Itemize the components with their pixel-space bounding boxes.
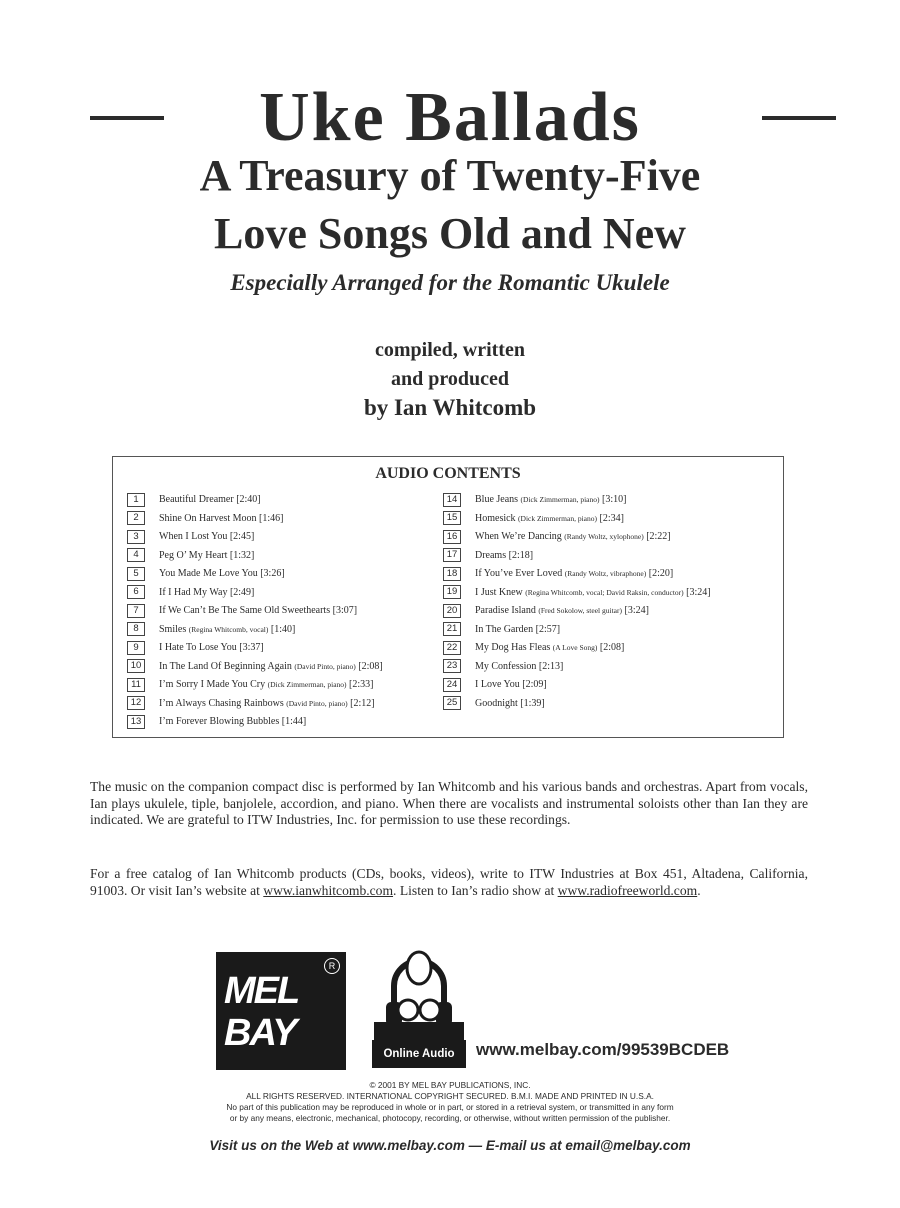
catalog-text-middle: . Listen to Ian’s radio show at <box>393 882 558 898</box>
track-time: [2:33] <box>349 679 374 690</box>
track-number: 10 <box>127 659 145 673</box>
online-audio-label: Online Audio <box>372 1040 466 1068</box>
audio-track <box>127 491 383 510</box>
track-number: 20 <box>443 604 461 618</box>
website-link[interactable]: www.ianwhitcomb.com <box>263 882 394 898</box>
track-number: 8 <box>127 622 145 636</box>
mel-bay-logo-line-1: MEL <box>224 970 299 1012</box>
audio-track <box>127 713 383 732</box>
audio-track <box>443 547 711 566</box>
track-time: [3:24] <box>624 605 649 616</box>
title-row <box>0 78 900 158</box>
track-title: Blue Jeans <box>475 494 519 505</box>
registered-mark-icon: R <box>324 958 340 974</box>
track-note: (Dick Zimmerman, piano) <box>518 513 597 523</box>
credit-byline: by Ian Whitcomb <box>363 395 537 420</box>
track-title: Smiles <box>159 623 187 635</box>
track-time: [2:20] <box>648 568 674 579</box>
credit-line-1: compiled, written <box>375 339 525 361</box>
track-title: Beautiful Dreamer <box>159 494 234 505</box>
audio-track <box>127 695 383 714</box>
track-title: In The Land Of Beginning Again <box>159 660 292 672</box>
track-title: Dreams <box>475 549 507 561</box>
radio-link[interactable]: www.radiofreeworld.com <box>557 882 698 898</box>
track-time: [2:12] <box>350 697 375 709</box>
headphones-icon <box>372 950 466 1040</box>
audio-list-right <box>443 491 711 713</box>
catalog-text: For a free catalog of Ian Whitcomb products (CDs, books, videos), write to ITW Industries at Box 451, Altadena, California, 91003. Or visit Ian’s website at <box>90 866 808 898</box>
catalog-text-end: . <box>697 882 701 898</box>
track-number: 7 <box>127 604 145 618</box>
track-time: [2:08] <box>358 660 383 672</box>
track-number: 3 <box>127 530 145 544</box>
track-title: Homesick <box>475 512 516 524</box>
credit-line-2: and produced <box>390 368 509 390</box>
track-number: 17 <box>443 548 461 562</box>
track-time: [3:37] <box>239 642 264 653</box>
track-title: I Hate To Lose You <box>159 642 237 653</box>
audio-track <box>127 639 383 658</box>
mel-bay-logo <box>216 952 346 1070</box>
audio-track <box>443 510 711 529</box>
audio-track <box>443 584 711 603</box>
visit-line: Visit us on the Web at www.melbay.com — E-mail us at email@melbay.com <box>209 1138 691 1153</box>
track-note: (Randy Woltz, xylophone) <box>564 532 644 541</box>
track-time: [2:45] <box>229 531 255 542</box>
track-note: (David Pinto, piano) <box>286 698 348 708</box>
audio-track <box>443 528 711 547</box>
track-number: 24 <box>443 678 461 692</box>
track-time: [1:32] <box>229 549 255 561</box>
track-number: 1 <box>127 493 145 507</box>
track-time: [1:40] <box>270 623 296 635</box>
audio-track <box>443 491 711 510</box>
audio-contents-title: AUDIO CONTENTS <box>375 465 521 482</box>
track-time: [2:34] <box>599 512 624 524</box>
copyright-line-1: © 2001 BY MEL BAY PUBLICATIONS, INC. <box>369 1080 531 1090</box>
track-title: I’m Forever Blowing Bubbles <box>159 716 280 727</box>
mel-bay-logo-line-2: BAY <box>224 1012 296 1054</box>
audio-track <box>127 528 383 547</box>
track-title: In The Garden <box>475 623 534 635</box>
audio-track <box>443 602 711 621</box>
track-time: [1:46] <box>259 512 284 524</box>
track-title: Paradise Island <box>475 605 536 616</box>
track-time: [2:18] <box>508 549 534 561</box>
performance-note: The music on the companion compact disc is performed by Ian Whitcomb and his various bands and orchestras. Apart from vocals, Ian plays ukulele, tiple, banjolele, accordion, and piano. When there are vocalists and instrumental soloists other than Ian they are indicated. We are grateful to ITW Industries, Inc. for permission to use these recordings. <box>90 779 808 827</box>
copyright-line-4: or by any means, electronic, mechanical, photocopy, recording, or otherwise, without written permission of the publisher. <box>229 1113 671 1123</box>
track-title: Peg O’ My Heart <box>159 549 228 561</box>
track-title: You Made Me Love You <box>159 568 258 579</box>
track-number: 6 <box>127 585 145 599</box>
track-time: [1:39] <box>520 697 545 709</box>
audio-track <box>127 565 383 584</box>
track-note: (Fred Sokolow, steel guitar) <box>538 606 622 615</box>
track-time: [3:07] <box>332 605 358 616</box>
audio-list-left <box>127 491 383 732</box>
track-title: I’m Sorry I Made You Cry <box>159 679 266 690</box>
track-title: My Dog Has Fleas <box>475 642 551 653</box>
track-time: [2:49] <box>229 586 255 598</box>
track-number: 14 <box>443 493 461 507</box>
track-number: 11 <box>127 678 145 692</box>
track-time: [2:57] <box>535 623 561 635</box>
audio-track <box>443 695 711 714</box>
audio-contents-box <box>112 456 784 738</box>
track-note: (A Love Song) <box>552 643 598 652</box>
track-number: 21 <box>443 622 461 636</box>
track-title: I’m Always Chasing Rainbows <box>159 697 284 709</box>
track-title: Goodnight <box>475 697 518 709</box>
audio-track <box>443 658 711 677</box>
audio-track <box>443 676 711 695</box>
track-title: I Love You <box>475 679 520 690</box>
track-note: (Dick Zimmerman, piano) <box>520 495 600 504</box>
track-title: I Just Knew <box>475 586 523 598</box>
subtitle-line-2: Love Songs Old and New <box>214 209 686 258</box>
track-note: (Regina Whitcomb, vocal; David Raksin, conductor) <box>525 587 684 597</box>
track-time: [3:26] <box>260 568 285 579</box>
track-time: [3:24] <box>686 586 711 598</box>
track-note: (Dick Zimmerman, piano) <box>267 680 347 689</box>
track-number: 12 <box>127 696 145 710</box>
audio-track <box>443 565 711 584</box>
track-title: If You’ve Ever Loved <box>475 568 563 579</box>
track-title: When I Lost You <box>159 531 228 542</box>
track-title: If We Can’t Be The Same Old Sweethearts <box>159 605 331 616</box>
track-number: 13 <box>127 715 145 729</box>
track-title: When We’re Dancing <box>475 531 562 542</box>
audio-track <box>127 584 383 603</box>
track-title: My Confession <box>475 660 537 672</box>
track-time: [2:08] <box>599 642 625 653</box>
audio-track <box>443 621 711 640</box>
track-number: 5 <box>127 567 145 581</box>
track-number: 15 <box>443 511 461 525</box>
audio-track <box>127 658 383 677</box>
track-number: 25 <box>443 696 461 710</box>
catalog-note <box>90 866 808 899</box>
audio-track <box>127 621 383 640</box>
copyright-line-2: ALL RIGHTS RESERVED. INTERNATIONAL COPYRIGHT SECURED. B.M.I. MADE AND PRINTED IN U.S.A. <box>246 1091 654 1101</box>
audio-track <box>443 639 711 658</box>
track-title: If I Had My Way <box>159 586 228 598</box>
track-number: 23 <box>443 659 461 673</box>
copyright-line-3: No part of this publication may be reproduced in whole or in part, or stored in a retrieval system, or transmitted in any form <box>226 1102 674 1112</box>
track-note: (Regina Whitcomb, vocal) <box>188 624 269 634</box>
page-title: Uke Ballads <box>259 79 641 156</box>
track-number: 9 <box>127 641 145 655</box>
track-number: 4 <box>127 548 145 562</box>
track-number: 19 <box>443 585 461 599</box>
track-number: 18 <box>443 567 461 581</box>
audio-track <box>127 602 383 621</box>
title-dash-right <box>762 116 836 120</box>
track-note: (David Pinto, piano) <box>294 661 356 671</box>
track-time: [2:13] <box>538 660 564 672</box>
track-note: (Randy Woltz, vibraphone) <box>564 569 647 578</box>
track-time: [3:10] <box>601 494 627 505</box>
track-time: [2:09] <box>522 679 547 690</box>
audio-track <box>127 676 383 695</box>
track-time: [1:44] <box>281 716 307 727</box>
track-number: 16 <box>443 530 461 544</box>
subtitle-line-1: A Treasury of Twenty-Five <box>199 151 701 200</box>
track-number: 22 <box>443 641 461 655</box>
online-audio-logo <box>372 950 466 1068</box>
online-audio-url[interactable]: www.melbay.com/99539BCDEB <box>476 1040 730 1059</box>
track-time: [2:40] <box>236 494 261 505</box>
track-time: [2:22] <box>646 531 671 542</box>
track-title: Shine On Harvest Moon <box>159 512 257 524</box>
audio-track <box>127 547 383 566</box>
tagline: Especially Arranged for the Romantic Ukulele <box>230 270 670 295</box>
track-number: 2 <box>127 511 145 525</box>
audio-track <box>127 510 383 529</box>
